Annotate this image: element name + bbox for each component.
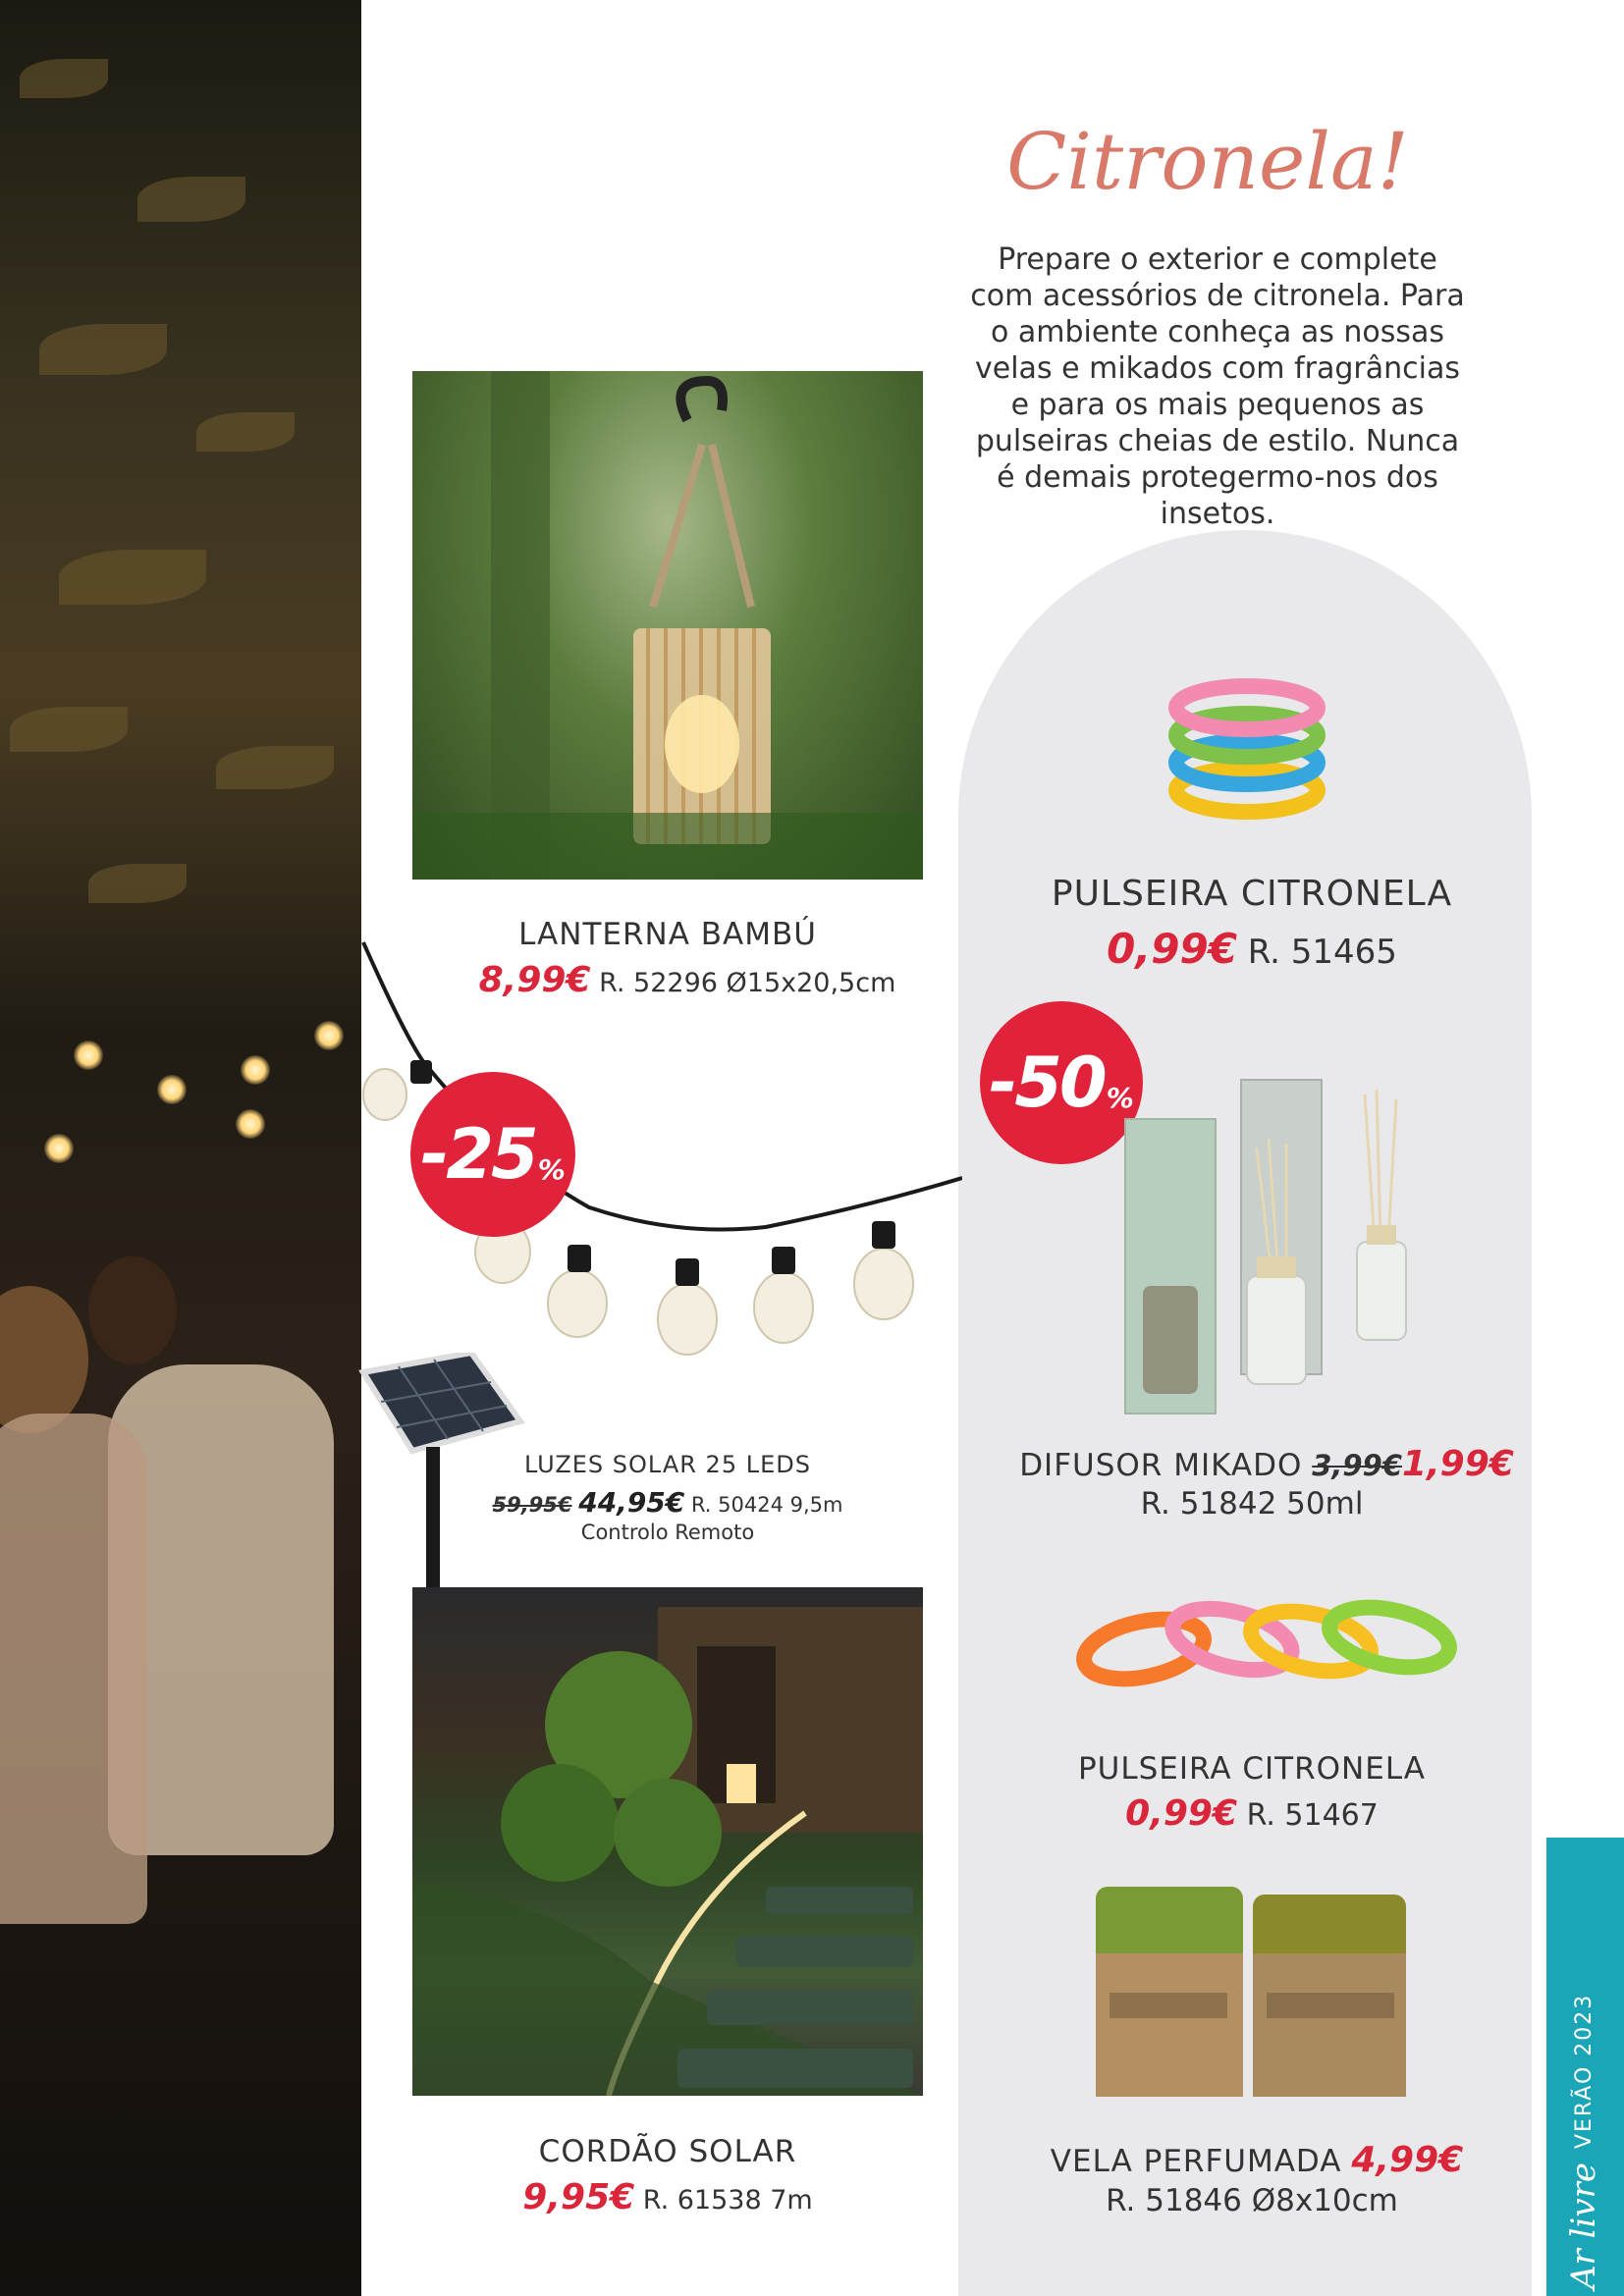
lanterna-ref: R. 52296 Ø15x20,5cm [599, 968, 896, 998]
side-tab-text [1554, 1831, 1613, 2289]
pulseira-spiral-illustration [1164, 667, 1330, 825]
lanterna-name: LANTERNA BAMBÚ [518, 917, 817, 952]
difusor-ref: R. 51842 50ml [1140, 1486, 1364, 1522]
page-title: Citronela! [1006, 116, 1409, 207]
luzes-price-line [461, 1486, 874, 1519]
cordao-photo [412, 1587, 923, 2096]
cordao-illustration [412, 1587, 923, 2096]
difusor-name-line [982, 1444, 1551, 1484]
intro-text: Prepare o exterior e complete com acessórios de citronela. Para o ambiente conheça as nossas velas e mikados com fragrâncias e para os mais pequenos as pulseiras cheias de estilo. Nunca é demais protegermo-nos dos insetos. [970, 242, 1465, 531]
luzes-old-price: 59,95€ [492, 1493, 572, 1517]
lanterna-photo [412, 371, 923, 880]
brand-logo: Ar livre [1564, 2163, 1603, 2289]
pulseira1-ref: R. 51465 [1247, 933, 1397, 972]
luzes-note: Controlo Remoto [580, 1521, 755, 1544]
discount-25-unit: % [537, 1152, 566, 1186]
vela-name-line [982, 2140, 1532, 2180]
difusor-illustration [1119, 1070, 1453, 1423]
lanterna-price: 8,99€ [478, 960, 591, 1000]
pulseira2-ref: R. 51467 [1246, 1798, 1379, 1833]
discount-50-unit: % [1106, 1081, 1134, 1114]
difusor-price: 1,99€ [1401, 1444, 1514, 1484]
vela-name: VELA PERFUMADA [1050, 2144, 1342, 2179]
pulseira-silicone-illustration [1075, 1590, 1458, 1698]
vela-illustration [1090, 1885, 1424, 2101]
lanterna-illustration [412, 371, 923, 880]
pulseira1-name: PULSEIRA CITRONELA [1051, 874, 1453, 914]
luzes-price: 44,95€ [578, 1486, 685, 1519]
couple-garden-photo [0, 0, 361, 2296]
pulseira2-price-line [982, 1793, 1522, 1834]
discount-badge-25 [410, 1072, 575, 1237]
cordao-price-line [412, 2177, 923, 2217]
pulseira2-name: PULSEIRA CITRONELA [1077, 1751, 1427, 1787]
pulseira1-price-line [982, 925, 1522, 973]
luzes-name: LUZES SOLAR 25 LEDS [524, 1451, 811, 1478]
discount-25-value: -25 [420, 1114, 536, 1195]
cordao-name: CORDÃO SOLAR [538, 2134, 797, 2169]
pulseira1-price: 0,99€ [1107, 925, 1237, 973]
side-tab [1546, 1838, 1624, 2296]
difusor-old-price: 3,99€ [1312, 1449, 1402, 1482]
difusor-name: DIFUSOR MIKADO [1019, 1448, 1303, 1483]
vela-price: 4,99€ [1351, 2140, 1464, 2180]
luzes-ref: R. 50424 9,5m [690, 1493, 843, 1517]
discount-50-value: -50 [989, 1042, 1105, 1123]
pulseira2-price: 0,99€ [1125, 1793, 1238, 1834]
season-label: VERÃO 2023 [1571, 1993, 1597, 2150]
cordao-price: 9,95€ [522, 2177, 635, 2217]
cordao-ref: R. 61538 7m [642, 2185, 813, 2216]
vela-ref: R. 51846 Ø8x10cm [1106, 2183, 1398, 2218]
